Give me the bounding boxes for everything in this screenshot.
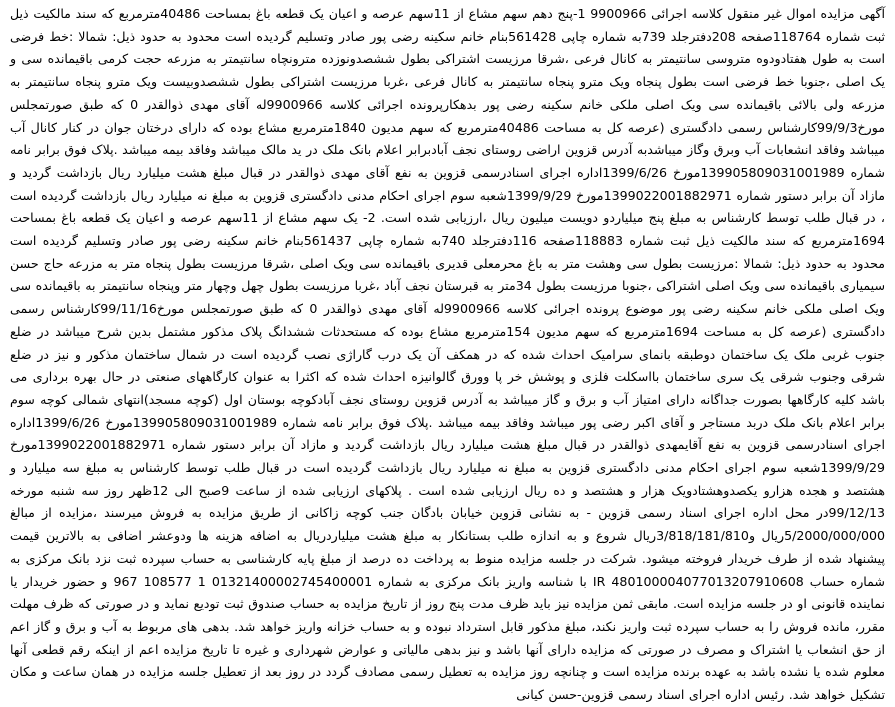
auction-notice-text: آگهی مزایده اموال غیر منقول کلاسه اجرائی 9900966 1-پنج دهم سهم مشاع از 11سهم عرصه و اعیان یک قطعه باغ بمساحت 40486مترمربع که سند مالکیت ذیل ثبت شماره 118764صفحه 208دفترجلد 739به شماره چاپی 561428بنام خانم سکینه رضی پور صادر وتسلیم گردیده است محدود به حدود ذیل: شمالا :خط فرضی است به طول هفتادودوه متروسی سانتیمتر به کانال فرعی ،شرقا مرزیست اشتراکی بطول ششصدونوزده مترونچاه سانتیمتر به مزرعه حجت کرمی باقیمانده سی و یک اصلی ،جنوبا خط فرضی است بطول پنجاه ویک مترو پنجاه سانتیمتر به کانال فرعی ،غربا مرزیست اشتراکی بطول ششصدوبیست ویک مترو پنجاه سانتیمتر به مزرعه ولی بالائی باقیمانده سی ویک اصلی ملکی خانم سکینه رضی پور بدهکارپرونده اجرائی کلاسه 9900966له آقای مهدی ذوالقدر 0 که طبق صورتمجلس مورخ99/9/3کارشناس رسمی دادگستری (عرصه کل به مساحت 40486مترمربع که سهم مدیون 1840مترمربع مشاع بوده که دارای درختان جوان در کنار کانال آب میباشد وفاقد انشعابات آب وبرق وگاز میباشدبه آدرس قزوین اراضی روستای نجف آبادبرابر اعلام بانک ملک در ید مالک میباشد وفاقد بیمه میباشد .پلاک فوق برابر نامه شماره 13990580903100198​9مورخ 1399/6/26اداره اجرای اسنادرسمی قزوین به نفع آقای مهدی ذوالقدر در قبال مبلغ هشت میلیارد ریال بازداشت گردید و مازاد آن برابر دستور شماره 13990220018829​71مورخ 1399/9/29شعبه سوم اجرای احکام مدنی دادگستری قزوین به مبلغ نه میلیارد ریال بازداشت گردیده است ، در قبال طلب توسط کارشناس به مبلغ پنج میلیاردو دویست میلیون ریال ،ارزیابی شده است. 2- یک سهم مشاع از 11سهم عرصه و اعیان یک قطعه باغ بمساحت 1694مترمربع که سند مالکیت ذیل ثبت شماره 118883صفحه 116دفترجلد 740به شماره چاپی 561437بنام خانم سکینه رضی پور صادر وتسلیم گردیده است محدود به حدود ذیل: شمالا :مرزیست بطول سی وهشت متر به باغ محرمعلی قدیری باقیمانده سی ویک اصلی ،شرقا مرزیست بطول پنجاه متر به مزرعه حاج حسن سیمیاری باقیمانده سی ویک اصلی اشتراکی ،جنوبا مرزیست بطول 34متر به قبرستان نجف آباد ،غربا مرزیست بطول چهل وچهار متر وپنجاه سانتیمتر به باقیمانده سی ویک اصلی ملکی خانم سکینه رضی پور موضوع پرونده اجرائی کلاسه 9900966له آقای مهدی ذوالقدر 0 که طبق صورتمجلس مورخ99/11/16کارشناس رسمی دادگستری (عرصه کل به مساحت 1694مترمربع که سهم مدیون 154مترمربع مشاع بوده که مستحدثات ششدانگ پلاک مذکور مشتمل بدین شرح میباشد در ضلع جنوب غربی ملک یک ساختمان دوطبقه بانمای سرامیک احداث شده که در همکف آن یک درب گاراژی نصب گردیده است در شمال ساختمان مذکور و نیز در ضلع شرقی وجنوب شرقی یک سری ساختمان بااسکلت فلزی و پوشش خر پا وورق گالوانیزه احداث شده که اکثرا به عنوان کارگاههای صنعتی در حال بهره برداری می باشد کلیه کارگاهها بصورت جداگانه دارای امتیاز آب و برق و گاز میباشد به آدرس قزوین روستای نجف آبادکوچه بوستان اول (کوچه مسجد)انتهای شمالی کوچه سوم برابر اعلام بانک ملک دربد مستاجر و آقای اکبر رضی پور میباشد وفاقد بیمه میباشد .پلاک فوق برابر نامه شماره 13990580903100198​9مورخ 1399/6/26اداره اجرای اسنادرسمی قزوین به نفع آقایمهدی ذوالقدر در قبال مبلغ هشت میلیارد ریال بازداشت گردید و مازاد آن برابر دستور شماره 13990220018829​71مورخ 1399/9/29شعبه سوم اجرای احکام مدنی دادگستری قزوین به مبلغ نه میلیارد ریال بازداشت گردیده است در قبال طلب توسط کارشناس به مبلغ سه میلیارد و هشتصد و هجده هزارو یکصدوهشتادویک هزار و هشتصد و ده ریال ارزیابی شده است . پلاکهای ارزیابی شده از ساعت 9صبح الی 12ظهر روز سه شنبه مورخه 99/12/13در محل اداره اجرای اسناد رسمی قزوین - به نشانی قزوین خیابان بادگان جنب کوچه زاکانی از طریق مزایده به فروش میرسند ،مزایده از مبالغ 5/2000/000/000ریال و3/818/181/810ریال شروع و به اندازه طلب بستانکار به مبلغ هشت میلیاردریال به اضافه هزینه ها ودوعشر اضافی به بالاترین قیمت پیشنهاد شده از طرف خریدار فروخته میشود. شرکت در جلسه مزایده منوط به پرداخت ده درصد از مبلغ پایه کارشناسی به حساب سپرده ثبت نزد بانک مرکزی به شماره حساب 480100004077013207910608 IR با شناسه واریز بانک مرکزی به شماره 0132140000274540000​1 1 108577 967 و حضور خریدار یا نماینده قانونی او در جلسه مزایده است. مابقی ثمن مزایده نیز باید ظرف مدت پنج روز از تاریخ مزایده به حساب صندوق ثبت تودیع نماید و در صورتی که ظرف مهلت مقرر، مانده فروش را به حساب سپرده ثبت واریز نکند، مبلغ مذکور قابل استرداد نبوده و به حساب خزانه واریز خواهد شد. بدهی های مربوط به آب و برق و گاز اعم از حق انشعاب یا اشتراک و مصرف در صورتی که مزایده دارای آنها باشد و نیز بدهی مالیاتی و عوارض شهرداری و غیره تا تاریخ مزایده اعم از اینکه رقم قطعی آنها معلوم شده یا نشده باشد به عهده برنده مزایده است و چنانچه روز مزایده به تعطیل رسمی مصادف گردد در روز بعد از تعطیل جلسه مزایده در همان ساعت و مکان تشکیل خواهد شد. رئیس اداره اجرای اسناد رسمی قزوین-حسن کیانی [10,6,886,703]
